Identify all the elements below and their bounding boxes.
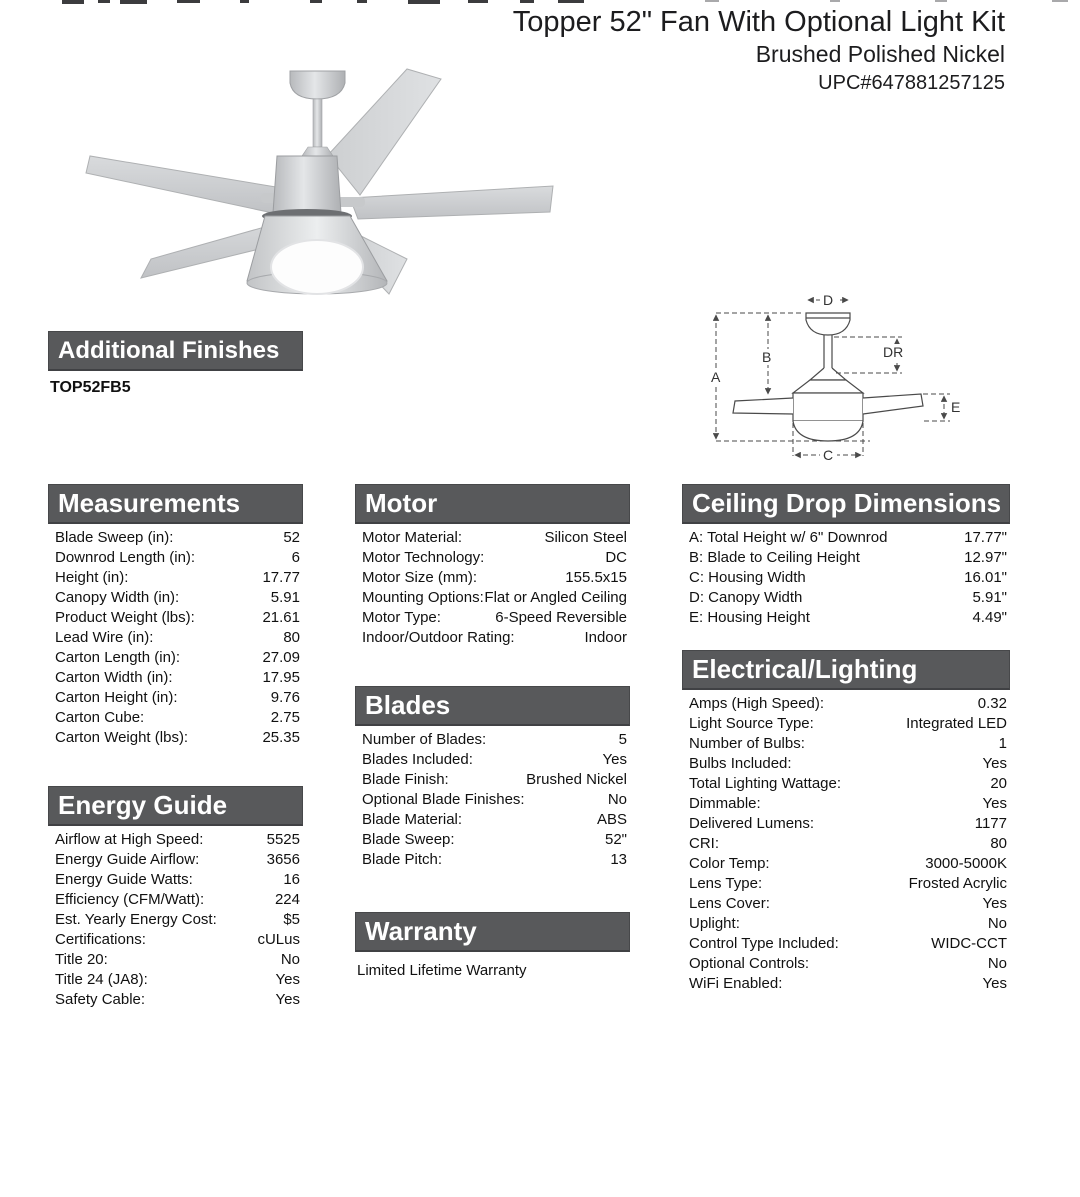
spec-label: Carton Length (in): [55, 649, 181, 666]
spec-value: Flat or Angled Ceiling [484, 589, 627, 606]
spec-row [682, 734, 1010, 754]
section-ceiling-drop [682, 484, 1010, 628]
spec-value: Brushed Nickel [526, 771, 627, 788]
spec-row [682, 568, 1010, 588]
section-warranty [355, 912, 630, 979]
spec-value: cULus [257, 931, 300, 948]
spec-value: 21.61 [262, 609, 300, 626]
motor-rows [355, 528, 630, 648]
spec-row [355, 810, 630, 830]
spec-label: Safety Cable: [55, 991, 146, 1008]
spec-label: Indoor/Outdoor Rating: [362, 629, 515, 646]
spec-label: Height (in): [55, 569, 129, 586]
spec-label: Number of Blades: [362, 731, 487, 748]
spec-label: Motor Type: [362, 609, 441, 626]
spec-row [355, 730, 630, 750]
spec-value: WIDC-CCT [931, 935, 1007, 952]
spec-row [48, 648, 303, 668]
spec-row [682, 754, 1010, 774]
spec-label: Uplight: [689, 915, 740, 932]
spec-value: Yes [275, 991, 300, 1008]
spec-value: 224 [274, 891, 300, 908]
spec-value: 25.35 [262, 729, 300, 746]
spec-row [48, 588, 303, 608]
spec-value: 16 [283, 871, 300, 888]
blades-heading: Blades [355, 686, 630, 726]
spec-label: Blade Pitch: [362, 851, 443, 868]
spec-label: Bulbs Included: [689, 755, 792, 772]
spec-value: 13 [610, 851, 627, 868]
warranty-heading: Warranty [355, 912, 630, 952]
spec-label: CRI: [689, 835, 719, 852]
spec-label: Title 24 (JA8): [55, 971, 148, 988]
spec-label: D: Canopy Width [689, 589, 803, 606]
spec-row [355, 568, 630, 588]
spec-value: 2.75 [270, 709, 300, 726]
spec-label: Control Type Included: [689, 935, 839, 952]
additional-finishes-heading: Additional Finishes [48, 331, 303, 371]
spec-label: Color Temp: [689, 855, 770, 872]
electrical-heading: Electrical/Lighting [682, 650, 1010, 690]
section-motor [355, 484, 630, 648]
spec-row [48, 990, 303, 1010]
spec-label: Mounting Options: [362, 589, 484, 606]
spec-value: No [987, 955, 1007, 972]
spec-value: Frosted Acrylic [908, 875, 1007, 892]
spec-value: 12.97" [964, 549, 1007, 566]
spec-value: 6-Speed Reversible [495, 609, 627, 626]
dimension-diagram-svg [688, 278, 1018, 473]
spec-label: Carton Height (in): [55, 689, 178, 706]
spec-row [48, 668, 303, 688]
spec-row [48, 688, 303, 708]
spec-label: B: Blade to Ceiling Height [689, 549, 860, 566]
product-finish: Brushed Polished Nickel [755, 41, 1005, 67]
spec-label: Blades Included: [362, 751, 473, 768]
section-energy-guide [48, 786, 303, 1010]
spec-row [355, 588, 630, 608]
spec-row [682, 954, 1010, 974]
spec-label: E: Housing Height [689, 609, 810, 626]
spec-label: Total Lighting Wattage: [689, 775, 842, 792]
spec-row [355, 608, 630, 628]
diagram-label-b: B [762, 349, 772, 365]
spec-label: Carton Cube: [55, 709, 145, 726]
spec-row [682, 854, 1010, 874]
spec-label: Canopy Width (in): [55, 589, 180, 606]
diagram-label-a: A [711, 369, 721, 385]
spec-label: Energy Guide Watts: [55, 871, 193, 888]
spec-row [48, 870, 303, 890]
spec-label: Blade Sweep (in): [55, 529, 174, 546]
spec-row [48, 910, 303, 930]
warranty-text: Limited Lifetime Warranty [357, 962, 527, 979]
finish-code: TOP52FB5 [50, 379, 131, 396]
diagram-label-c: C [823, 447, 834, 463]
spec-row [355, 850, 630, 870]
blades-rows [355, 730, 630, 870]
spec-value: 1177 [974, 815, 1007, 832]
measurements-rows [48, 528, 303, 748]
spec-value: 80 [990, 835, 1007, 852]
spec-value: Yes [982, 755, 1007, 772]
spec-row [682, 774, 1010, 794]
spec-row [682, 814, 1010, 834]
spec-value: Yes [602, 751, 627, 768]
section-blades [355, 686, 630, 870]
ceiling-fan-illustration [55, 55, 700, 325]
spec-row [355, 790, 630, 810]
spec-label: Lead Wire (in): [55, 629, 154, 646]
spec-row [48, 548, 303, 568]
energy-guide-heading: Energy Guide [48, 786, 303, 826]
spec-row [48, 830, 303, 850]
spec-label: Number of Bulbs: [689, 735, 805, 752]
spec-label: Blade Sweep: [362, 831, 455, 848]
spec-row [48, 850, 303, 870]
spec-value: 17.77" [964, 529, 1007, 546]
spec-value: $5 [283, 911, 300, 928]
spec-label: Certifications: [55, 931, 146, 948]
spec-label: Energy Guide Airflow: [55, 851, 200, 868]
spec-row [48, 930, 303, 950]
spec-row [682, 548, 1010, 568]
spec-value: Yes [982, 975, 1007, 992]
spec-value: ABS [596, 811, 627, 828]
spec-row [355, 750, 630, 770]
spec-label: Airflow at High Speed: [55, 831, 204, 848]
motor-heading: Motor [355, 484, 630, 524]
section-additional-finishes [48, 331, 303, 397]
spec-label: Motor Material: [362, 529, 463, 546]
spec-row [682, 714, 1010, 734]
spec-row [355, 528, 630, 548]
spec-row [682, 694, 1010, 714]
spec-label: Efficiency (CFM/Watt): [55, 891, 205, 908]
spec-row [355, 628, 630, 648]
spec-label: C: Housing Width [689, 569, 806, 586]
spec-label: Carton Weight (lbs): [55, 729, 189, 746]
spec-row [682, 608, 1010, 628]
spec-value: Integrated LED [906, 715, 1007, 732]
spec-value: 17.77 [262, 569, 300, 586]
spec-label: Est. Yearly Energy Cost: [55, 911, 217, 928]
section-measurements [48, 484, 303, 748]
spec-value: 3656 [266, 851, 300, 868]
ceiling-drop-heading: Ceiling Drop Dimensions [682, 484, 1010, 524]
diagram-label-dr: DR [883, 344, 904, 360]
spec-label: Product Weight (lbs): [55, 609, 195, 626]
spec-value: 4.49" [972, 609, 1007, 626]
spec-value: 16.01" [964, 569, 1007, 586]
electrical-rows [682, 694, 1010, 994]
spec-row [682, 974, 1010, 994]
spec-row [682, 794, 1010, 814]
ceiling-drop-rows [682, 528, 1010, 628]
spec-value: Yes [982, 895, 1007, 912]
spec-value: Yes [275, 971, 300, 988]
spec-value: 6 [291, 549, 300, 566]
spec-label: Carton Width (in): [55, 669, 173, 686]
spec-row [48, 728, 303, 748]
spec-value: 9.76 [270, 689, 300, 706]
spec-value: Indoor [584, 629, 627, 646]
spec-value: Silicon Steel [544, 529, 627, 546]
spec-label: A: Total Height w/ 6" Downrod [689, 529, 888, 546]
spec-value: 1 [998, 735, 1007, 752]
spec-value: 155.5x15 [565, 569, 627, 586]
spec-value: 5525 [266, 831, 300, 848]
spec-value: 20 [990, 775, 1007, 792]
spec-row [682, 934, 1010, 954]
spec-row [48, 528, 303, 548]
section-electrical [682, 650, 1010, 994]
product-upc: UPC#647881257125 [818, 72, 1005, 94]
spec-value: No [987, 915, 1007, 932]
spec-label: Lens Cover: [689, 895, 770, 912]
spec-label: Amps (High Speed): [689, 695, 825, 712]
spec-row [682, 894, 1010, 914]
spec-row [48, 608, 303, 628]
product-title: Topper 52" Fan With Optional Light Kit [512, 6, 1005, 38]
spec-label: Optional Controls: [689, 955, 810, 972]
spec-row [48, 568, 303, 588]
spec-value: 80 [283, 629, 300, 646]
spec-value: 52 [283, 529, 300, 546]
spec-value: 0.32 [977, 695, 1007, 712]
spec-value: 17.95 [262, 669, 300, 686]
spec-label: Motor Technology: [362, 549, 485, 566]
spec-value: No [607, 791, 627, 808]
spec-label: Lens Type: [689, 875, 763, 892]
spec-label: Dimmable: [689, 795, 761, 812]
spec-label: WiFi Enabled: [689, 975, 783, 992]
spec-value: 3000-5000K [925, 855, 1007, 872]
spec-row [355, 548, 630, 568]
spec-row [48, 628, 303, 648]
energy-guide-rows [48, 830, 303, 1010]
spec-row [682, 834, 1010, 854]
dimension-diagram [688, 278, 1018, 473]
spec-row [48, 708, 303, 728]
spec-label: Downrod Length (in): [55, 549, 196, 566]
spec-row [682, 528, 1010, 548]
spec-label: Motor Size (mm): [362, 569, 478, 586]
spec-value: 52" [604, 831, 627, 848]
diagram-label-d: D [823, 292, 834, 308]
spec-row [48, 970, 303, 990]
spec-value: 5.91" [972, 589, 1007, 606]
spec-label: Blade Material: [362, 811, 463, 828]
spec-value: Yes [982, 795, 1007, 812]
spec-value: 27.09 [262, 649, 300, 666]
measurements-heading: Measurements [48, 484, 303, 524]
product-photo [55, 55, 700, 325]
spec-value: 5 [618, 731, 627, 748]
spec-value: No [280, 951, 300, 968]
spec-value: DC [605, 549, 627, 566]
spec-row [355, 830, 630, 850]
spec-value: 5.91 [270, 589, 300, 606]
spec-label: Blade Finish: [362, 771, 449, 788]
diagram-label-e: E [951, 399, 961, 415]
spec-label: Delivered Lumens: [689, 815, 815, 832]
spec-label: Title 20: [55, 951, 108, 968]
spec-row [355, 770, 630, 790]
spec-row [48, 950, 303, 970]
spec-row [682, 588, 1010, 608]
spec-row [682, 914, 1010, 934]
spec-label: Optional Blade Finishes: [362, 791, 525, 808]
spec-row [48, 890, 303, 910]
spec-label: Light Source Type: [689, 715, 814, 732]
spec-row [682, 874, 1010, 894]
